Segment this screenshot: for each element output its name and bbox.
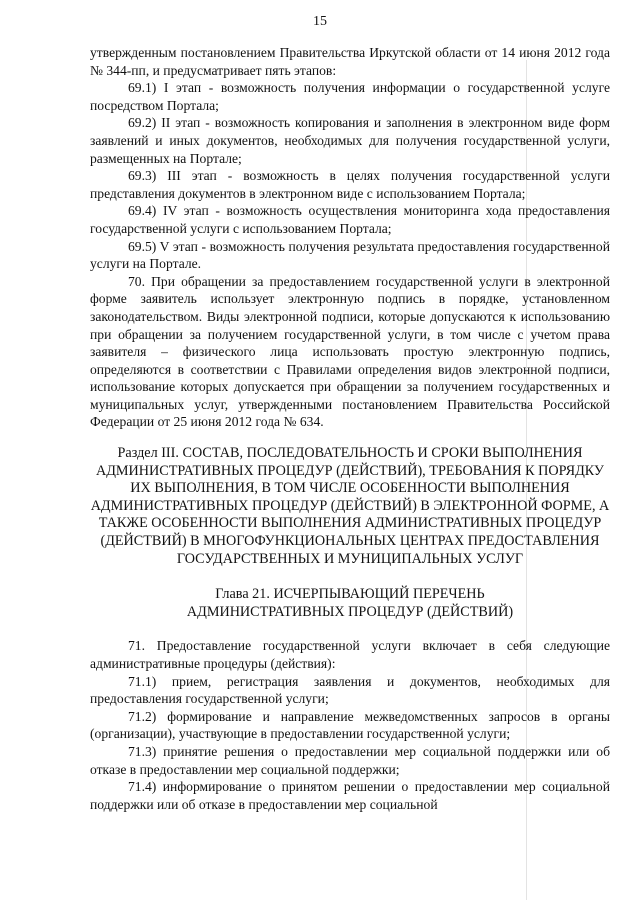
chapter-heading-line: Глава 21. ИСЧЕРПЫВАЮЩИЙ ПЕРЕЧЕНЬ bbox=[215, 586, 485, 603]
paragraph: 71. Предоставление государственной услуги включает в себя следующие административные процедуры (действия): bbox=[90, 638, 610, 671]
page-number: 15 bbox=[313, 14, 327, 29]
chapter-heading bbox=[90, 586, 610, 621]
paragraph: 70. При обращении за предоставлением государственной услуги в электронной форме заявитель использует электронную подпись в порядке, установленном законодательством. Виды электронной подписи, которые допускаются к использованию при обращении за получением государственной услуги, в том числе с учетом права заявителя – физического лица использовать простую электронную подпись, определяются в соответствии с Правилами определения видов электронной подписи, использование которых допускается при обращении за получением государственных и муниципальных услуг, утвержденными постановлением Правительства Российской Федерации от 25 июня 2012 года № 634. bbox=[90, 273, 610, 430]
paragraph: 69.3) III этап - возможность в целях получения государственной услуги представления документов в электронном виде с использованием Портала; bbox=[90, 168, 610, 201]
section-heading: Раздел III. СОСТАВ, ПОСЛЕДОВАТЕЛЬНОСТЬ И СРОКИ ВЫПОЛНЕНИЯ АДМИНИСТРАТИВНЫХ ПРОЦЕДУР (ДЕЙСТВИЙ), ТРЕБОВАНИЯ К ПОРЯДКУ ИХ ВЫПОЛНЕНИЯ, В ТОМ ЧИСЛЕ ОСОБЕННОСТИ ВЫПОЛНЕНИЯ АДМИНИСТРАТИВНЫХ ПРОЦЕДУР (ДЕЙСТВИЙ) В ЭЛЕКТРОННОЙ ФОРМЕ, А ТАКЖЕ ОСОБЕННОСТИ ВЫПОЛНЕНИЯ АДМИНИСТРАТИВНЫХ ПРОЦЕДУР (ДЕЙСТВИЙ) В МНОГОФУНКЦИОНАЛЬНЫХ ЦЕНТРАХ ПРЕДОСТАВЛЕНИЯ ГОСУДАРСТВЕННЫХ И МУНИЦИПАЛЬНЫХ УСЛУГ bbox=[90, 445, 610, 567]
paragraph: утвержденным постановлением Правительства Иркутской области от 14 июня 2012 года № 344-пп, и предусматривает пять этапов: bbox=[90, 45, 610, 78]
paragraphs-bottom bbox=[90, 637, 610, 813]
paragraph: 69.5) V этап - возможность получения результата предоставления государственной услуги на Портале. bbox=[90, 238, 610, 272]
paragraph: 71.1) прием, регистрация заявления и документов, необходимых для предоставления государственной услуги; bbox=[90, 673, 610, 707]
paragraph: 69.1) I этап - возможность получения информации о государственной услуге посредством Портала; bbox=[90, 80, 610, 113]
chapter-heading-line: АДМИНИСТРАТИВНЫХ ПРОЦЕДУР (ДЕЙСТВИЙ) bbox=[186, 603, 514, 620]
paragraph: 71.3) принятие решения о предоставлении мер социальной поддержки или об отказе в предоставлении мер социальной поддержки; bbox=[90, 743, 610, 777]
paragraph: 69.4) IV этап - возможность осуществления мониторинга хода предоставления государственной услуги с использованием Портала; bbox=[90, 203, 610, 236]
paragraph: 69.2) II этап - возможность копирования и заполнения в электронном виде форм заявлений и иных документов, необходимых для получения государственной услуги, размещенных на Портале; bbox=[90, 115, 610, 166]
document-body bbox=[90, 44, 610, 813]
paragraph: 71.4) информирование о принятом решении о предоставлении мер социальной поддержки или об отказе в предоставлении мер социальной bbox=[90, 779, 610, 812]
paragraphs-top bbox=[90, 44, 610, 431]
paragraph: 71.2) формирование и направление межведомственных запросов в органы (организации), участвующие в предоставлении государственной услуги; bbox=[90, 708, 610, 742]
